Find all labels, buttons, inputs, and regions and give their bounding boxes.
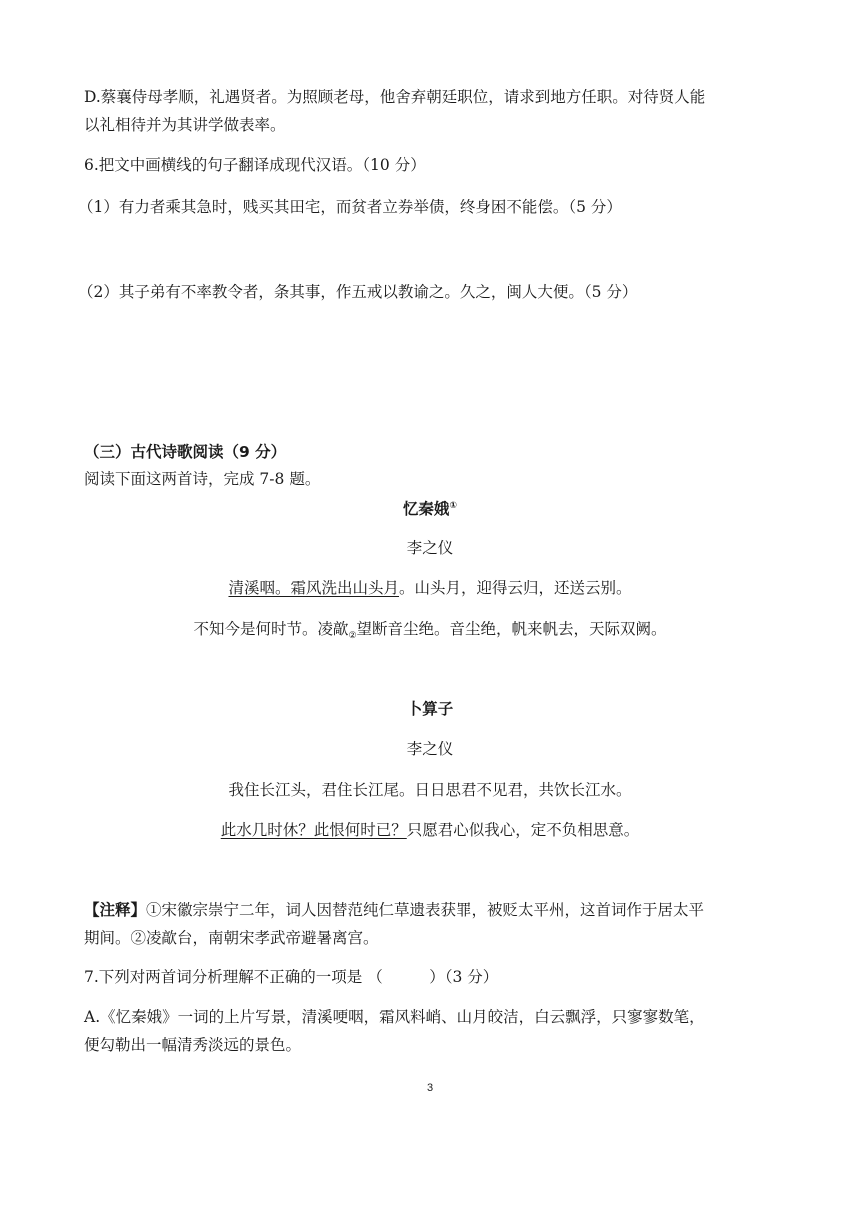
poem-2-line-1: 我住长江头，君住长江尾。日日思君不见君，共饮长江水。 <box>228 781 632 799</box>
poem-2-underlined-sentence: 此水几时休？此恨何时已？ <box>220 821 407 839</box>
poem-1-title-text: 忆秦娥 <box>402 500 450 519</box>
question-6-sub-1: （1）有力者乘其急时，贱买其田宅，而贫者立券举债，终身困不能偿。（5 分） <box>78 198 622 216</box>
poem-2-line-2-rest: 只愿君心似我心，定不负相思意。 <box>406 821 640 839</box>
poem-1-note-mark-2: ② <box>348 631 357 642</box>
question-7-option-a-line-2: 便勾勒出一幅清秀淡远的景色。 <box>84 1036 302 1054</box>
question-6-prompt: 6.把文中画横线的句子翻译成现代汉语。（10 分） <box>84 156 426 174</box>
poem-1-line-2-start: 不知今是何时节。凌歊 <box>193 620 349 638</box>
poem-1-line-2-end: 望断音尘绝。音尘绝，帆来帆去，天际双阙。 <box>356 620 667 638</box>
poem-1-title <box>0 495 860 520</box>
question-7-prompt: 7.下列对两首词分析理解不正确的一项是 （ ）（3 分） <box>84 968 499 986</box>
poem-1-line-1 <box>0 577 860 599</box>
poem-2-author: 李之仪 <box>406 740 454 758</box>
notes-line-1 <box>84 899 704 921</box>
poem-1-line-2 <box>0 618 860 647</box>
poem-2-title: 卜算子 <box>406 700 454 718</box>
poem-1-title-note-mark: ① <box>449 501 458 511</box>
option-d-line-2: 以礼相待并为其讲学做表率。 <box>84 116 286 134</box>
question-6-sub-2: （2）其子弟有不率教令者，条其事，作五戒以教谕之。久之，闽人大便。（5 分） <box>78 283 638 301</box>
section-3-heading: （三）古代诗歌阅读（9 分） <box>84 443 287 461</box>
poem-2-line-2 <box>0 819 860 841</box>
poem-1-underlined-sentence: 清溪咽。霜风洗出山头月 <box>228 579 399 597</box>
notes-line-2: 期间。②凌歊台，南朝宋孝武帝避暑离宫。 <box>84 929 379 947</box>
poem-1-line-1-rest: 。山头月，迎得云归，还送云别。 <box>399 579 632 597</box>
section-3-instruction: 阅读下面这两首诗，完成 7-8 题。 <box>84 470 321 488</box>
notes-label: 【注释】 <box>84 901 147 919</box>
poem-1-author: 李之仪 <box>406 539 454 557</box>
option-d-line-1: D.蔡襄侍母孝顺，礼遇贤者。为照顾老母，他舍弃朝廷职位，请求到地方任职。对待贤人能 <box>84 88 706 106</box>
question-7-option-a-line-1: A.《忆秦娥》一词的上片写景，清溪哽咽，霜风料峭、山月皎洁，白云飘浮，只寥寥数笔， <box>84 1008 705 1026</box>
notes-text-1: ①宋徽宗崇宁二年，词人因替范纯仁草遗表获罪，被贬太平州，这首词作于居太平 <box>146 901 705 919</box>
page-number: 3 <box>426 1082 434 1094</box>
